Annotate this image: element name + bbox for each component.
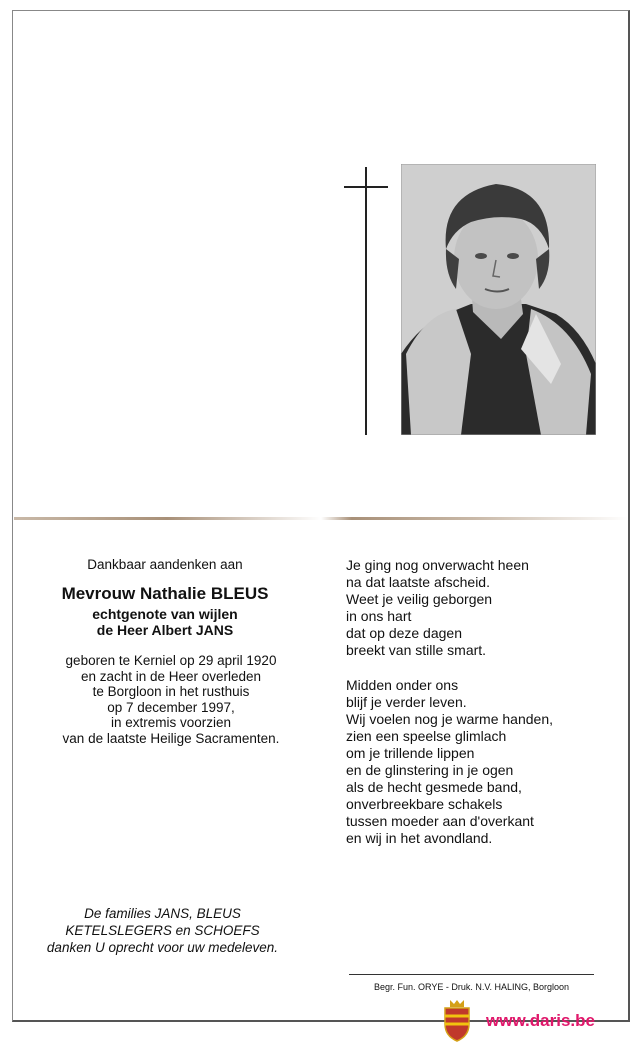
bio-line: geboren te Kerniel op 29 april 1920 xyxy=(65,653,277,668)
spouse-line-1: echtgenote van wijlen xyxy=(92,606,238,622)
poem-line: als de hecht gesmede band, xyxy=(346,779,522,795)
families-thanks xyxy=(30,905,295,956)
bio-line: te Borgloon in het rusthuis xyxy=(92,684,250,699)
bio-line: in extremis voorzien xyxy=(110,715,232,730)
printer-credit: Begr. Fun. ORYE - Druk. N.V. HALING, Borgloon xyxy=(373,982,570,992)
poem-line: Midden onder ons xyxy=(346,677,459,693)
poem-line: en de glinstering in je ogen xyxy=(346,762,514,778)
poem-line: breekt van stille smart. xyxy=(346,642,487,658)
memorial-card xyxy=(12,10,630,1022)
bio-line: van de laatste Heilige Sacramenten. xyxy=(62,730,280,746)
poem-line: blijf je verder leven. xyxy=(346,694,467,710)
poem-line: zien een speelse glimlach xyxy=(346,728,507,744)
families-line: De families JANS, BLEUS xyxy=(84,906,241,921)
cross-icon xyxy=(365,167,367,435)
cross-icon-bar xyxy=(344,186,388,188)
poem-line: en wij in het avondland. xyxy=(346,830,493,846)
intro-text: Dankbaar aandenken aan xyxy=(87,557,243,572)
poem-line: om je trillende lippen xyxy=(346,745,475,761)
biography xyxy=(40,653,302,746)
poem-line: tussen moeder aan d'overkant xyxy=(346,813,534,829)
poem-line: na dat laatste afscheid. xyxy=(346,574,490,590)
poem-line: dat op deze dagen xyxy=(346,625,462,641)
families-line: KETELSLEGERS en SCHOEFS xyxy=(65,923,260,938)
poem-line: Je ging nog onverwacht heen xyxy=(346,557,529,573)
poem-line: Wij voelen nog je warme handen, xyxy=(346,711,554,727)
poem-line: onverbreekbare schakels xyxy=(346,796,503,812)
poem-line: in ons hart xyxy=(346,608,412,624)
crest-icon xyxy=(442,998,472,1042)
portrait-photo xyxy=(401,164,596,435)
spouse-line-2: de Heer Albert JANS xyxy=(96,622,234,638)
poem-stanza-1 xyxy=(346,557,529,659)
poem-stanza-2 xyxy=(346,677,553,847)
printer-divider xyxy=(349,974,594,975)
fold-line xyxy=(14,517,628,520)
deceased-name: Mevrouw Nathalie BLEUS xyxy=(61,584,269,603)
families-line: danken U oprecht voor uw medeleven. xyxy=(46,940,279,955)
website-link[interactable]: www.daris.be xyxy=(486,1011,595,1030)
bio-line: en zacht in de Heer overleden xyxy=(80,668,262,684)
bio-line: op 7 december 1997, xyxy=(107,699,235,715)
poem-line: Weet je veilig geborgen xyxy=(346,591,493,607)
